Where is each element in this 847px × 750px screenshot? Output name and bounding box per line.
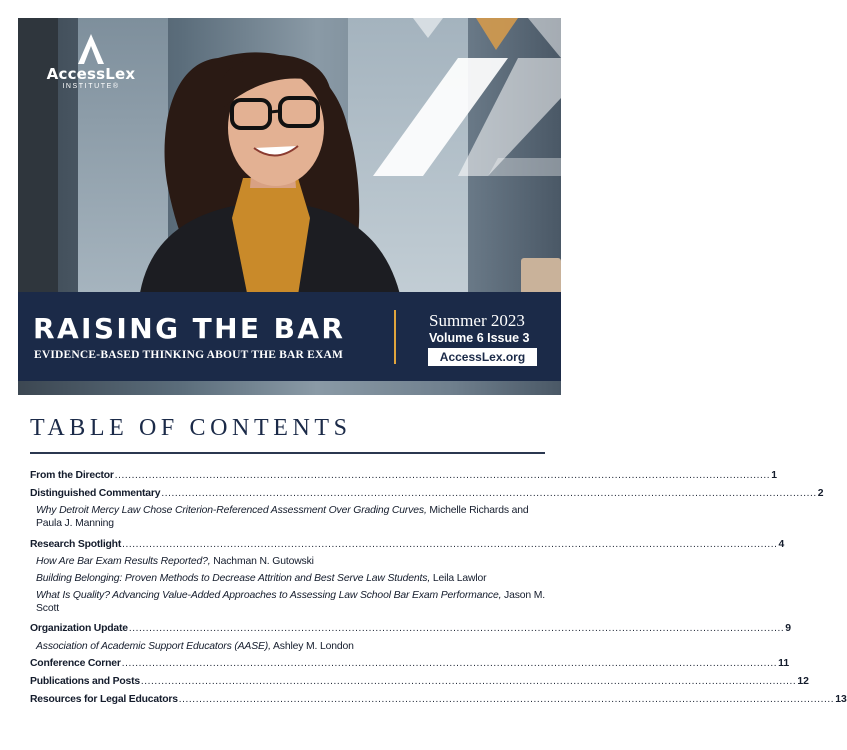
dot-leader: .................................................................................................................................................................................................. [161, 488, 817, 499]
page-number: 1 [771, 470, 777, 481]
toc-heading: TABLE OF CONTENTS [30, 415, 352, 441]
dot-leader: .................................................................................................................................................................................................. [122, 539, 778, 550]
dot-leader: .................................................................................................................................................................................................. [121, 658, 778, 669]
toc-entry-distinguished-commentary[interactable]: Distinguished Commentary .................................................................................................................................................................................................. 2 [30, 488, 824, 499]
toc-entry-organization-update[interactable]: Organization Update .................................................................................................................................................................................................. 9 [30, 623, 791, 634]
publication-subtitle: EVIDENCE-BASED THINKING ABOUT THE BAR EXAM [34, 349, 344, 361]
toc-entry-conference-corner[interactable]: Conference Corner .................................................................................................................................................................................................. 11 [30, 658, 790, 669]
dot-leader: .................................................................................................................................................................................................. [114, 470, 771, 481]
toc-article-aase[interactable]: Association of Academic Support Educators (AASE), Ashley M. London [36, 641, 354, 652]
website-link[interactable]: AccessLex.org [428, 348, 537, 366]
toc-article-detroit-mercy[interactable]: Why Detroit Mercy Law Chose Criterion-Referenced Assessment Over Grading Curves, Michelle Richards and Paula J. Manning [36, 505, 529, 529]
toc-entry-publications-and-posts[interactable]: Publications and Posts .................................................................................................................................................................................................. 12 [30, 676, 809, 687]
page-number: 4 [778, 539, 785, 550]
toc-article-what-is-quality[interactable]: What Is Quality? Advancing Value-Added Approaches to Assessing Law School Bar Exam Performance, Jason M. Scott [36, 590, 546, 614]
publication-title: RAISING THE BAR [33, 312, 346, 345]
issue-season: Summer 2023 [429, 311, 525, 330]
banner-divider [394, 310, 396, 364]
toc-entry-resources-for-legal-educators[interactable]: Resources for Legal Educators .................................................................................................................................................................................................. 13 [30, 694, 847, 705]
page-number: 13 [835, 694, 847, 705]
toc-entry-research-spotlight[interactable]: Research Spotlight .................................................................................................................................................................................................. 4 [30, 539, 785, 550]
page-number: 12 [797, 676, 809, 687]
dot-leader: .................................................................................................................................................................................................. [140, 676, 797, 687]
toc-article-bar-exam-results[interactable]: How Are Bar Exam Results Reported?, Nachman N. Gutowski [36, 556, 314, 567]
page-number: 11 [778, 658, 790, 669]
cover-photo [18, 18, 561, 395]
toc-entry-from-the-director[interactable]: From the Director .................................................................................................................................................................................................. 1 [30, 470, 777, 481]
logo-tagline: INSTITUTE® [62, 83, 120, 90]
toc-article-building-belonging[interactable]: Building Belonging: Proven Methods to Decrease Attrition and Best Serve Law Students, Leila Lawlor [36, 573, 487, 584]
logo-brand-name: AccessLex [46, 65, 136, 83]
dot-leader: .................................................................................................................................................................................................. [178, 694, 835, 705]
cover-banner [18, 292, 561, 381]
accesslex-logo [32, 34, 150, 90]
toc-divider [30, 452, 545, 454]
page-number: 9 [785, 623, 791, 634]
accesslex-logo-mark-icon [78, 34, 104, 64]
issue-volume: Volume 6 Issue 3 [429, 331, 530, 345]
page-number: 2 [817, 488, 824, 499]
dot-leader: .................................................................................................................................................................................................. [128, 623, 785, 634]
